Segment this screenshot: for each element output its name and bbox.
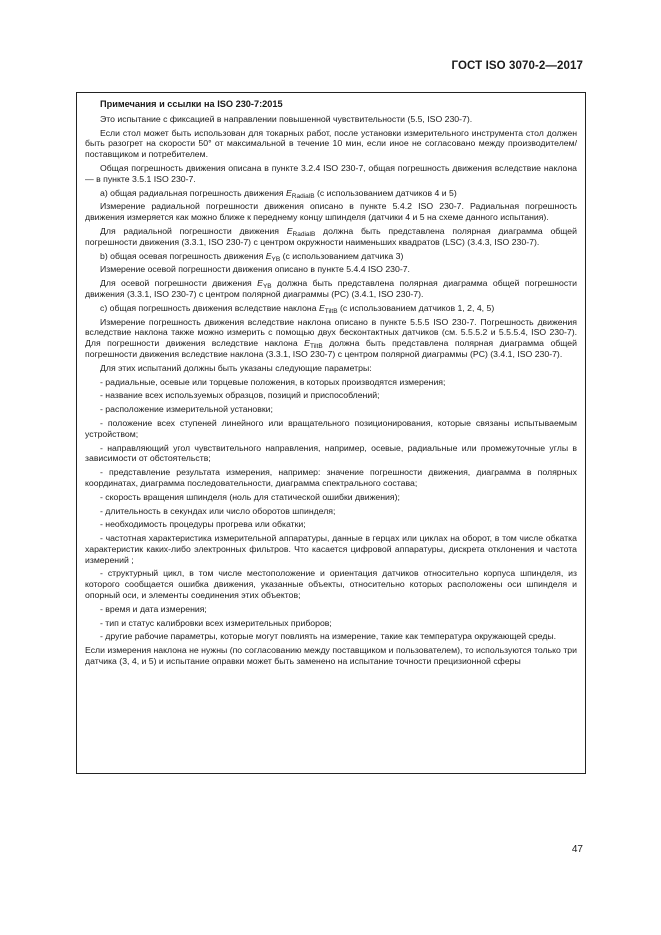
list-item: - радиальные, осевые или торцевые положения, в которых производятся измерения; xyxy=(100,376,446,387)
list-item: - положение всех ступеней линейного или вращательного позиционирования, которые связаны испытываемым устройством; xyxy=(85,417,577,439)
list-item: - представление результата измерения, например: значение погрешности движения, диаграмма в полярных координатах, диаграмма последовательности, диаграмма спектрального состава; xyxy=(85,467,577,488)
paragraph: Измерение радиальной погрешности движения описано в пункте 5.4.2 ISO 230-7. Радиальная погрешность движения измеряется как можно ближе к переднему концу шпинделя (датчики 4 и 5 на схеме данного испытания). xyxy=(85,201,577,223)
list-item: - расположение измерительной установки; xyxy=(100,404,273,415)
paragraph: Для этих испытаний должны быть указаны следующие параметры: xyxy=(100,362,372,373)
paragraph: Измерение осевой погрешности движения описано в пункте 5.4.4 ISO 230-7. xyxy=(100,264,410,275)
list-item: - направляющий угол чувствительного направления, например, осевые, радиальные или промежуточные углы в зависимости от обстоятельств; xyxy=(85,442,577,464)
paragraph: Если измерения наклона не нужны (по согласованию между поставщиком и пользователем), то используются только три датчика (3, 4, и 5) и испытание оправки может быть заменено на испытание точности прецизионной сферы xyxy=(85,645,577,667)
item-c: с) общая погрешность движения вследствие наклона $E_{TiltB}$ (с использованием датчиков 1, 2, 4, 5) xyxy=(100,302,495,315)
list-item: - время и дата измерения; xyxy=(100,603,207,614)
paragraph: Для радиальной погрешности движения $E_{RadialB}$ должна быть представлена полярная диаграмма общей погрешности движения (3.3.1, ISO 230-7) с центром окружности наименьших квадратов (LSC) (3.4.3, ISO 230-7). xyxy=(85,225,577,247)
list-item: - структурный цикл, в том числе местоположение и ориентация датчиков относительно корпуса шпинделя, из которого сообщается ошибка движения, указанные объекты, относительно которых расположены оси шпинделя и опорный оси, и элементы соединения этих объектов; xyxy=(85,568,577,601)
paragraph: Это испытание с фиксацией в направлении повышенной чувствительности (5.5, ISO 230-7). xyxy=(100,113,473,124)
item-a: а) общая радиальная погрешность движения $E_{RadialB}$ (с использованием датчиков 4 и 5) xyxy=(100,187,457,200)
list-item: - скорость вращения шпинделя (ноль для статической ошибки движения); xyxy=(100,491,400,502)
document-header: ГОСТ ISO 3070-2—2017 xyxy=(451,60,583,72)
list-item: - тип и статус калибровки всех измерительных приборов; xyxy=(100,617,332,628)
notes-title: Примечания и ссылки на ISO 230-7:2015 xyxy=(100,99,283,109)
paragraph: Для осевой погрешности движения $E_{YB}$ должна быть представлена полярная диаграмма общей погрешности движения (3.3.1, ISO 230-7) с центром полярной диаграммы (PC) (3.4.1, ISO 230-7). xyxy=(85,278,577,299)
notes-box xyxy=(76,92,586,774)
list-item: - длительность в секундах или число оборотов шпинделя; xyxy=(100,505,336,516)
paragraph: Если стол может быть использован для токарных работ, после установки измерительного инструмента стол должен быть разогрет на скорости 50° от максимальной в течение 10 мин, если иное не согласовано между производителем/поставщиком и потребителем. xyxy=(85,127,577,160)
list-item: - название всех используемых образцов, позиций и приспособлений; xyxy=(100,390,380,401)
page-number: 47 xyxy=(571,844,583,855)
list-item: - другие рабочие параметры, которые могут повлиять на измерение, такие как температура окружающей среды. xyxy=(100,631,557,642)
paragraph: Измерение погрешность движения вследствие наклона описано в пункте 5.5.5 ISO 230-7. Погрешность движения вследствие наклона также можно измерить с помощью двух бесконтактных датчиков (см. 5.5.5.2 и 5.5.5.4, ISO 230-7). Для погрешности движения вследствие наклона $E_{TiltB}$ должна быть представлена полярная диаграмма общей погрешности движения вследствие наклона (3.3.1, ISO 230-7) с центром полярной диаграммы (PC) (3.4.1, ISO 230-7). xyxy=(85,316,577,359)
list-item: - необходимость процедуры прогрева или обкатки; xyxy=(100,519,306,530)
list-item: - частотная характеристика измерительной аппаратуры, данные в герцах или циклах на оборот, в том числе обкатка характеристик каких-либо электронных фильтров. Что касается цифровой аппаратуры, дискрета отклонения и частота измерений ; xyxy=(85,533,577,565)
item-b: b) общая осевая погрешность движения $E_{YB}$ (с использованием датчика 3) xyxy=(100,250,404,263)
paragraph: Общая погрешность движения описана в пункте 3.2.4 ISO 230-7, общая погрешность движения вследствие наклона — в пункте 3.5.1 ISO 230-7. xyxy=(85,162,577,184)
